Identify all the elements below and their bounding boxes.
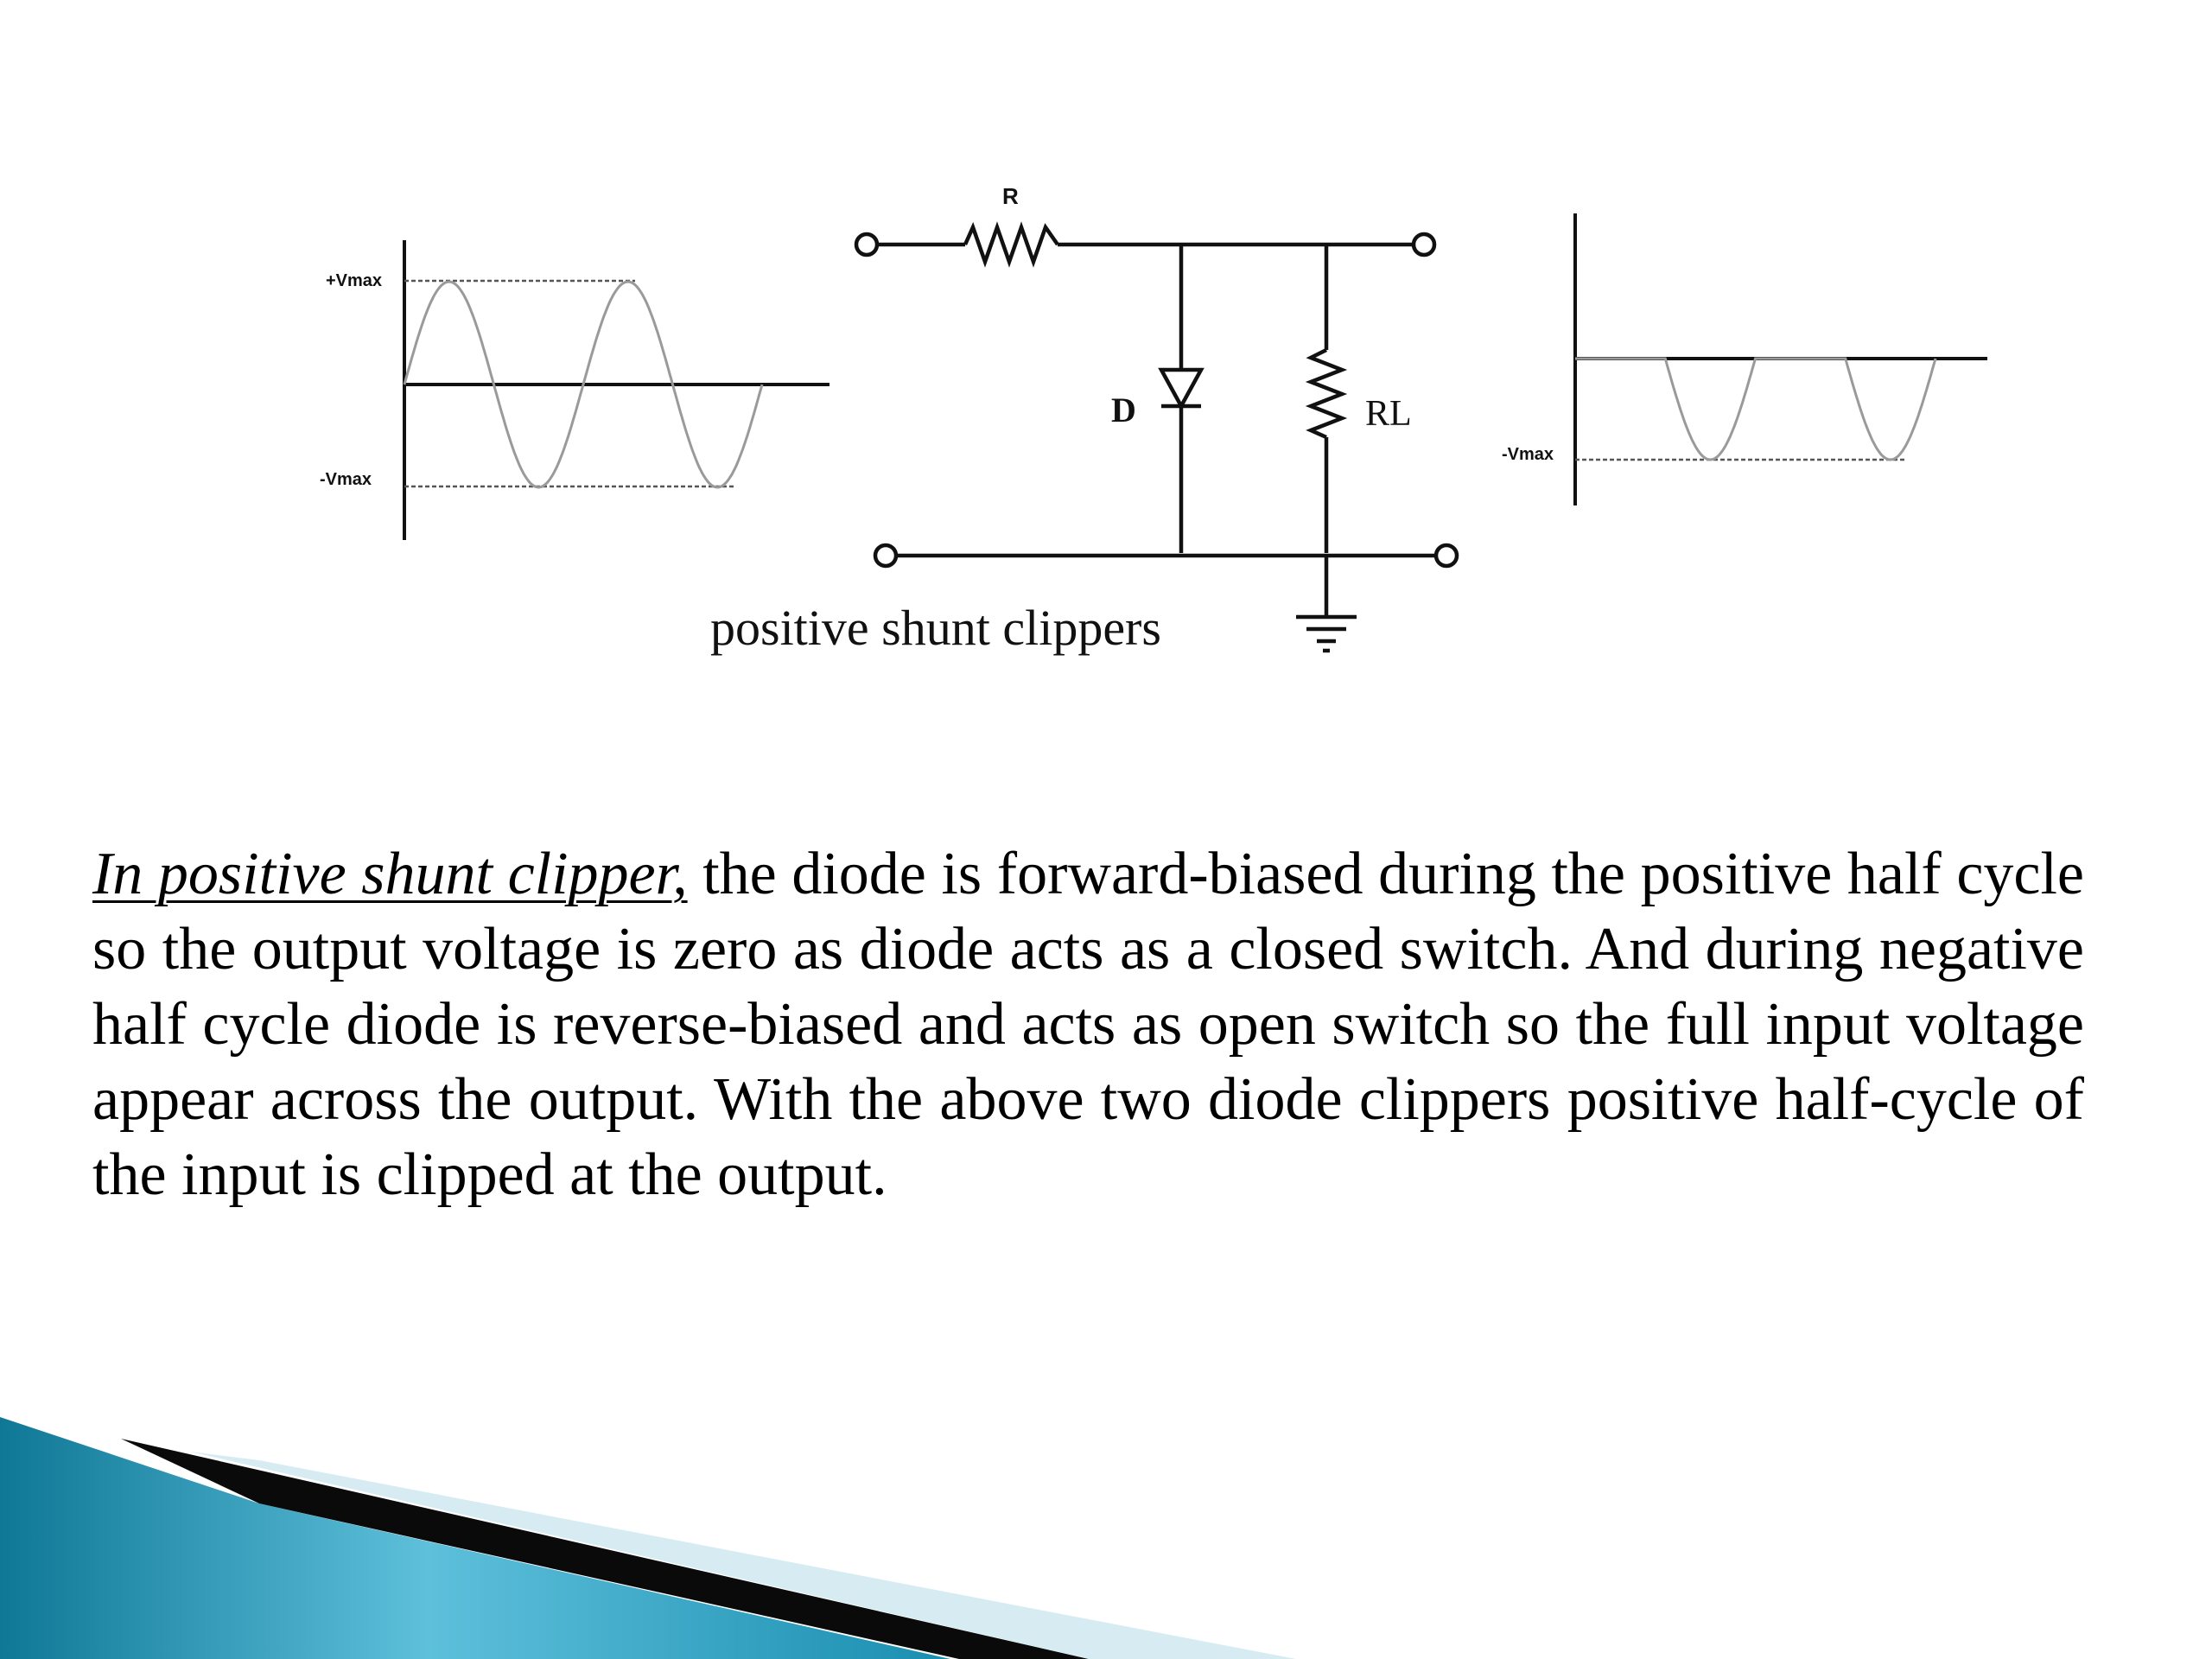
- circuit: [856, 227, 1457, 651]
- output-terminal-top: [1414, 234, 1434, 255]
- diode-label: D: [1111, 391, 1136, 429]
- resistor-label: R: [1002, 183, 1019, 209]
- input-neg-vmax-label: -Vmax: [320, 470, 372, 489]
- resistor-r: [965, 227, 1058, 262]
- output-clipped-wave: [1575, 359, 1936, 460]
- output-neg-vmax-label: -Vmax: [1502, 445, 1554, 464]
- clipper-diagram: [0, 0, 2212, 691]
- load-label: RL: [1365, 394, 1412, 434]
- diode-symbol: [1161, 370, 1201, 406]
- output-terminal-bottom: [1436, 545, 1457, 566]
- load-resistor-rl: [1311, 350, 1342, 437]
- footer-swoosh: [0, 1382, 2212, 1659]
- input-terminal-bottom: [875, 545, 896, 566]
- paragraph-body: the diode is forward-biased during the positive half cycle so the output voltage is zero as diode acts as a closed switch. And during negative half cycle diode is reverse-biased and acts as open switch so the full input voltage appear across the output. With the above two diode clippers positive half-cycle of the input is clipped at the output.: [92, 841, 2084, 1208]
- explanation-paragraph: [92, 836, 2084, 1212]
- ground-icon: [1296, 617, 1357, 651]
- diagram-caption: positive shunt clippers: [710, 600, 1161, 656]
- input-waveform: [320, 240, 830, 540]
- lead-phrase: In positive shunt clipper,: [92, 841, 688, 907]
- input-terminal-top: [856, 234, 877, 255]
- output-waveform: [1502, 213, 1987, 505]
- input-pos-vmax-label: +Vmax: [326, 271, 383, 290]
